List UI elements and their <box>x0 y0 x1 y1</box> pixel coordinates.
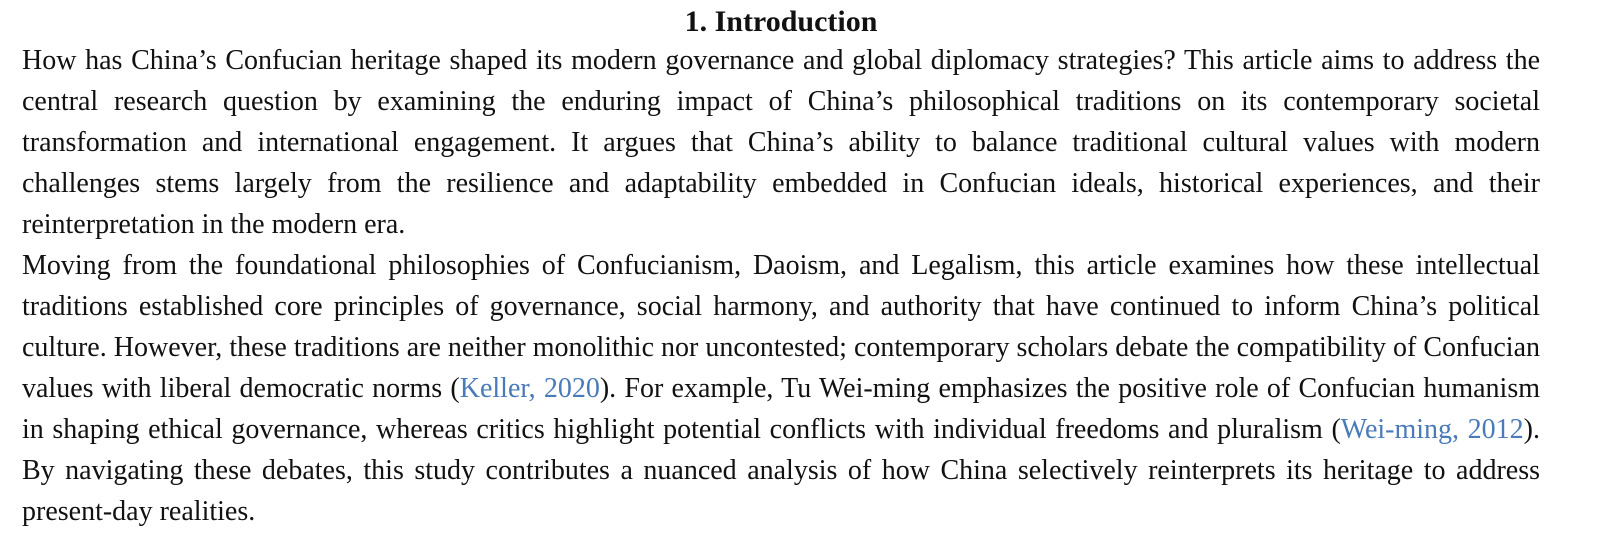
document-page <box>22 0 1540 532</box>
intro-paragraph-1 <box>22 40 1540 245</box>
paragraph-2-text-part2: ). For example, Tu Wei-ming emphasizes the positive role of Confucian humanism in shaping ethical governance, whereas critics highlight potential conflicts with individual freedoms and pluralism ( <box>22 373 1541 445</box>
intro-paragraph-2 <box>22 245 1540 532</box>
paragraph-2-text-part3: ). By navigating these debates, this study contributes a nuanced analysis of how China selectively reinterprets its heritage to address present-day realities. <box>22 414 1540 527</box>
citation-link-keller-2020[interactable]: Keller, 2020 <box>459 373 600 404</box>
paragraph-2-text-part1: Moving from the foundational philosophies of Confucianism, Daoism, and Legalism, this article examines how these intellectual traditions established core principles of governance, social harmony, and authority that have continued to inform China’s political culture. However, these traditions are neither monolithic nor uncontested; contemporary scholars debate the compatibility of Confucian values with liberal democratic norms ( <box>22 250 1540 404</box>
citation-link-wei-ming-2012[interactable]: Wei-ming, 2012 <box>1340 414 1524 445</box>
section-heading: 1. Introduction <box>684 5 878 38</box>
paragraph-1-text: How has China’s Confucian heritage shaped its modern governance and global diplomacy strategies? This article aims to address the central research question by examining the enduring impact of China’s philosophical traditions on its contemporary societal transformation and international engagement. It argues that China’s ability to balance traditional cultural values with modern challenges stems largely from the resilience and adaptability embedded in Confucian ideals, historical experiences, and their reinterpretation in the modern era. <box>22 45 1540 240</box>
